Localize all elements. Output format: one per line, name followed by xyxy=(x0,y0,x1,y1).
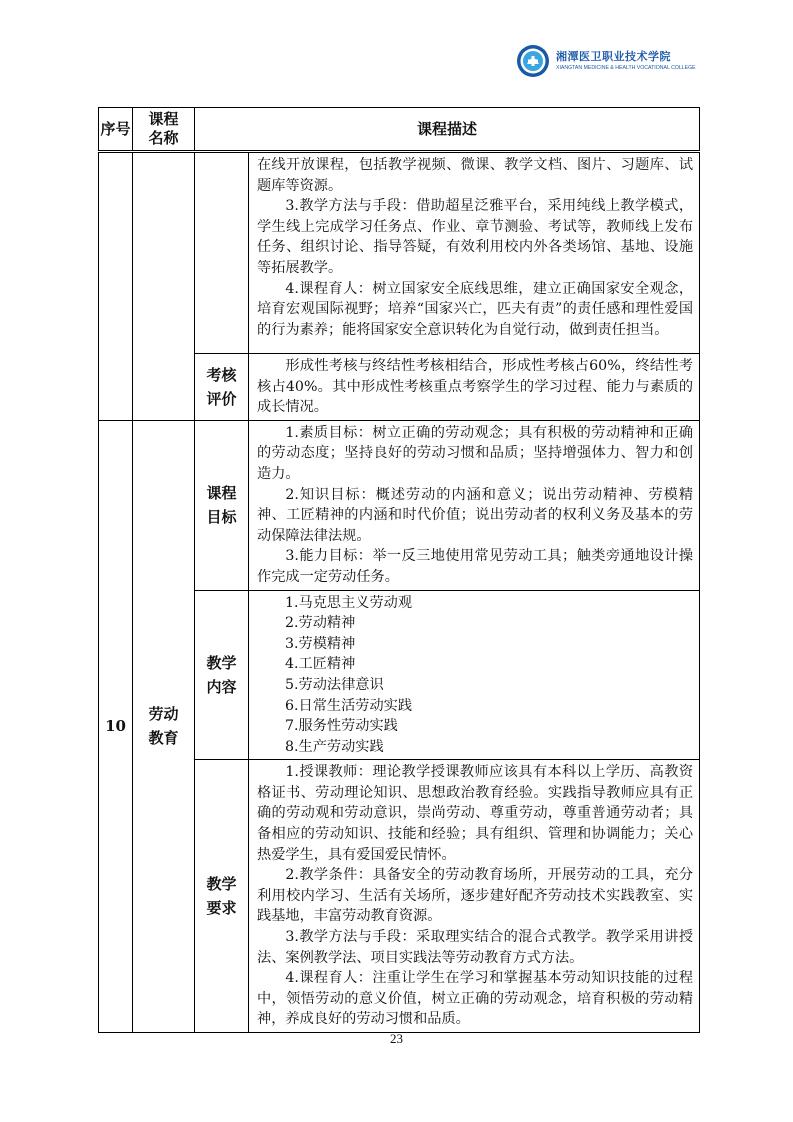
requirements-label-cell xyxy=(195,760,249,1033)
goals-label: 课程目标 xyxy=(206,484,237,527)
content-item: 3.劳模精神 xyxy=(285,635,356,652)
content-list-cell xyxy=(249,590,700,760)
table-header-row xyxy=(99,108,700,152)
cell-label-empty xyxy=(195,152,249,354)
content-item: 1.马克思主义劳动观 xyxy=(285,594,413,611)
content-item: 6.日常生活劳动实践 xyxy=(285,697,413,714)
cont-paragraph: 4.课程育人：树立国家安全底线思维，建立正确国家安全观念，培育宏观国际视野；培养“国家兴亡，匹夫有责”的责任感和理性爱国的行为素养；能将国家安全意识转化为自觉行动，做到责任担当。 xyxy=(257,280,694,338)
cont-paragraph: 3.教学方法与手段：借助超星泛雅平台，采用纯线上教学模式，学生线上完成学习任务点、作业、章节测验、考试等，教师线上发布任务、组织讨论、指导答疑，有效利用校内外各类场馆、基地、设施等拓展教学。 xyxy=(257,198,694,276)
college-emblem-icon xyxy=(516,44,550,78)
header-course-name-label: 课程名称 xyxy=(148,110,179,147)
assessment-text: 形成性考核与终结性考核相结合，形成性考核占60%，终结性考核占40%。其中形成性考核重点考察学生的学习过程、能力与素质的成长情况。 xyxy=(257,358,694,416)
content-item: 4.工匠精神 xyxy=(285,656,356,673)
assessment-label-cell xyxy=(195,354,249,421)
requirement-item: 2.教学条件：具备安全的劳动教育场所，开展劳动的工具，充分利用校内学习、生活有关场所，逐步建好配齐劳动技术实践教室、实践基地，丰富劳动教育资源。 xyxy=(257,867,694,925)
cell-seq-empty xyxy=(99,152,133,421)
table-row-goals xyxy=(99,420,700,590)
table-row-continued-content xyxy=(99,152,700,354)
row-number-cell xyxy=(99,420,133,1032)
header-description xyxy=(195,108,700,152)
requirements-label: 教学要求 xyxy=(206,875,237,918)
goal-item: 3.能力目标：举一反三地使用常见劳动工具；触类旁通地设计操作完成一定劳动任务。 xyxy=(257,548,694,585)
requirement-item: 3.教学方法与手段：采取理实结合的混合式教学。教学采用讲授法、案例教学法、项目实践法等劳动教育方式方法。 xyxy=(257,929,694,966)
assessment-text-cell xyxy=(249,354,700,421)
college-logo xyxy=(516,44,696,80)
content-label-cell xyxy=(195,590,249,760)
curriculum-table xyxy=(98,107,700,1033)
header-seq-label: 序号 xyxy=(100,119,131,138)
requirements-text-cell xyxy=(249,760,700,1033)
course-name-cell xyxy=(133,420,195,1032)
cont-paragraph: 在线开放课程，包括教学视频、微课、教学文档、图片、习题库、试题库等资源。 xyxy=(257,157,694,194)
content-item: 7.服务性劳动实践 xyxy=(285,718,398,735)
page-number: 23 xyxy=(390,1031,403,1046)
continued-description xyxy=(249,152,700,354)
content-item: 8.生产劳动实践 xyxy=(285,738,384,755)
requirement-item: 1.授课教师：理论教学授课教师应该具有本科以上学历、高教资格证书、劳动理论知识、思想政治教育经验。实践指导教师应具有正确的劳动观和劳动意识，崇尚劳动、尊重劳动，尊重普通劳动者；具备相应的劳动知识、技能和经验；具有组织、管理和协调能力；关心热爱学生，具有爱国爱民情怀。 xyxy=(257,764,694,863)
header-course-name xyxy=(133,108,195,152)
row-number: 10 xyxy=(105,717,126,736)
header-seq xyxy=(99,108,133,152)
logo-english-name: XIANGTAN MEDICINE & HEALTH VOCATIONAL COLLEGE xyxy=(556,65,696,71)
goal-item: 1.素质目标：树立正确的劳动观念；具有积极的劳动精神和正确的劳动态度；坚持良好的劳动习惯和品质；坚持增强体力、智力和创造力。 xyxy=(257,424,694,482)
goals-label-cell xyxy=(195,420,249,590)
course-name: 劳动教育 xyxy=(148,705,179,748)
goals-text-cell xyxy=(249,420,700,590)
content-item: 2.劳动精神 xyxy=(285,615,356,632)
content-label: 教学内容 xyxy=(206,653,237,696)
assessment-label: 考核评价 xyxy=(206,365,237,408)
logo-chinese-name: 湘潭医卫职业技术学院 xyxy=(556,50,671,63)
header-description-label: 课程描述 xyxy=(417,119,478,138)
content-item: 5.劳动法律意识 xyxy=(285,676,384,693)
cell-name-empty xyxy=(133,152,195,421)
goal-item: 2.知识目标：概述劳动的内涵和意义；说出劳动精神、劳模精神、工匠精神的内涵和时代价值；说出劳动者的权利义务及基本的劳动保障法律法规。 xyxy=(257,486,694,544)
requirement-item: 4.课程育人：注重让学生在学习和掌握基本劳动知识技能的过程中，领悟劳动的意义价值，树立正确的劳动观念，培育积极的劳动精神，养成良好的劳动习惯和品质。 xyxy=(257,970,694,1028)
